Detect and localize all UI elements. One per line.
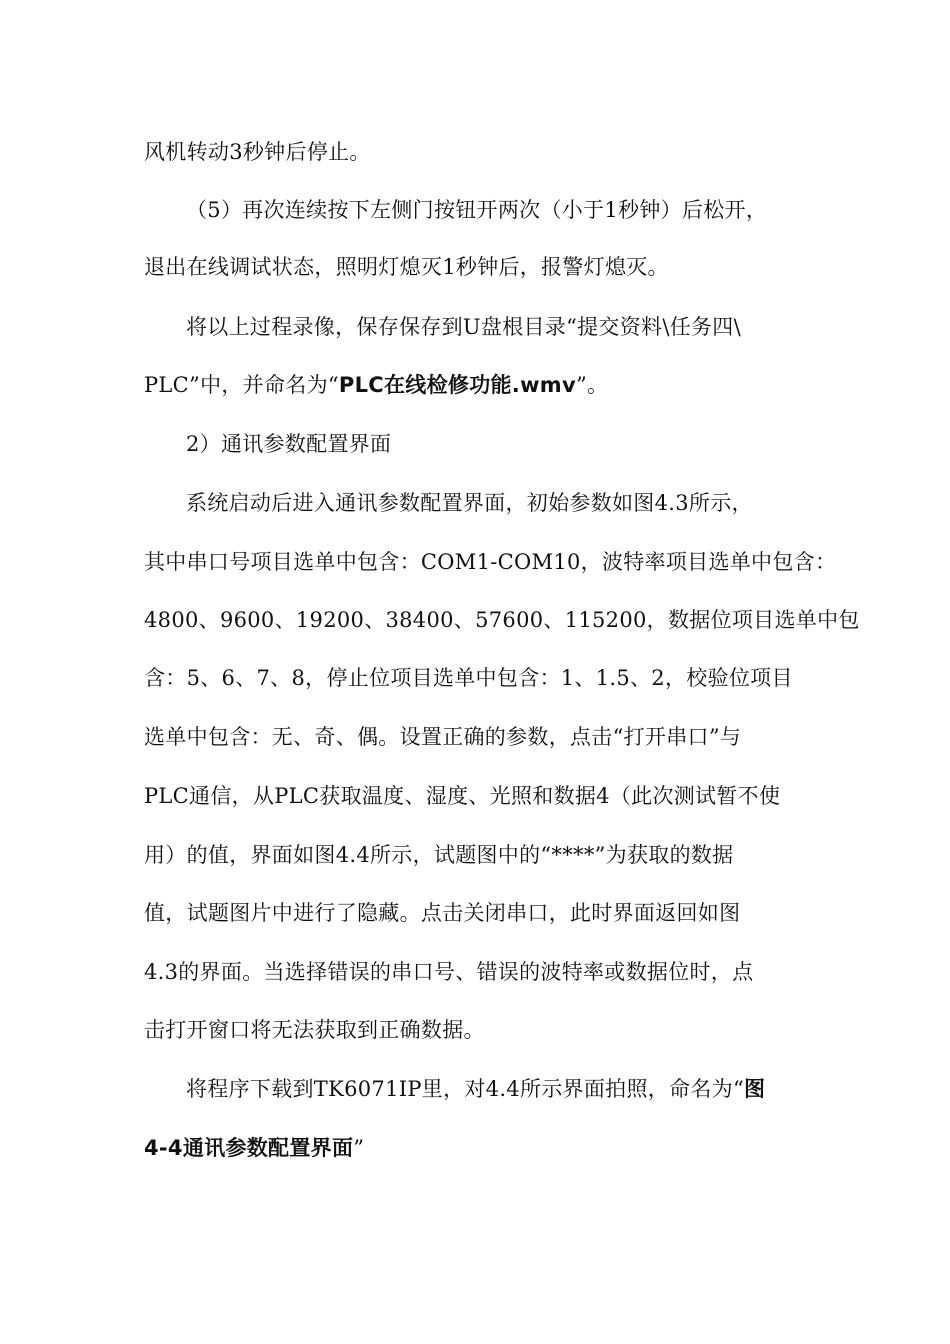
line-text: （5）再次连续按下左侧门按钮开两次（小于1秒钟）后松开，	[186, 198, 768, 222]
line-text: PLC”中，并命名为“	[144, 373, 339, 397]
text-line-8	[144, 548, 836, 576]
text-line-5	[144, 371, 608, 399]
text-line-15	[144, 958, 753, 986]
text-line-10	[144, 664, 793, 692]
section-heading	[186, 430, 391, 458]
figure-name-bold: 4-4通讯参数配置界面	[144, 1136, 354, 1160]
text-line-7	[186, 489, 753, 517]
text-line-9	[144, 606, 860, 634]
line-text: PLC通信，从PLC获取温度、湿度、光照和数据4（此次测试暂不使	[144, 784, 781, 808]
line-text: 4800、9600、19200、38400、57600、115200，数据位项目选单中包	[144, 608, 860, 632]
line-text: 4.3的界面。当选择错误的串口号、错误的波特率或数据位时，点	[144, 960, 754, 984]
line-text: 系统启动后进入通讯参数配置界面，初始参数如图4.3所示，	[186, 491, 753, 515]
text-line-2	[186, 196, 767, 224]
text-line-16	[144, 1016, 485, 1044]
text-line-18	[144, 1134, 364, 1162]
line-text: 其中串口号项目选单中包含：COM1-COM10，波特率项目选单中包含：	[144, 550, 837, 574]
text-line-1	[144, 138, 371, 166]
text-line-13	[144, 841, 733, 869]
line-text: 将以上过程录像，保存保存到U盘根目录“提交资料\任务四\	[186, 315, 741, 339]
line-text: 用）的值，界面如图4.4所示，试题图中的“****”为获取的数据	[144, 843, 734, 867]
line-text: 击打开窗口将无法获取到正确数据。	[144, 1018, 485, 1042]
line-text: 含：5、6、7、8，停止位项目选单中包含：1、1.5、2，校验位项目	[144, 666, 793, 690]
line-text: 值，试题图片中进行了隐藏。点击关闭串口，此时界面返回如图	[144, 901, 741, 925]
text-line-12	[144, 782, 780, 810]
line-text: 2）通讯参数配置界面	[186, 432, 392, 456]
text-line-11	[144, 723, 741, 751]
file-name-bold: PLC在线检修功能.wmv	[338, 373, 576, 397]
text-line-4	[186, 313, 741, 341]
text-line-3	[144, 253, 669, 281]
figure-name-bold: 图	[744, 1077, 766, 1101]
line-text: 选单中包含：无、奇、偶。设置正确的参数，点击“打开串口”与	[144, 725, 742, 749]
text-line-14	[144, 899, 740, 927]
line-text: 风机转动3秒钟后停止。	[144, 140, 371, 164]
text-line-17	[186, 1075, 765, 1103]
line-text: 将程序下载到TK6071IP里，对4.4所示界面拍照，命名为“	[186, 1077, 744, 1101]
line-text: 退出在线调试状态，照明灯熄灭1秒钟后，报警灯熄灭。	[144, 255, 669, 279]
line-text: ”	[353, 1136, 365, 1160]
line-text: ”。	[575, 373, 609, 397]
